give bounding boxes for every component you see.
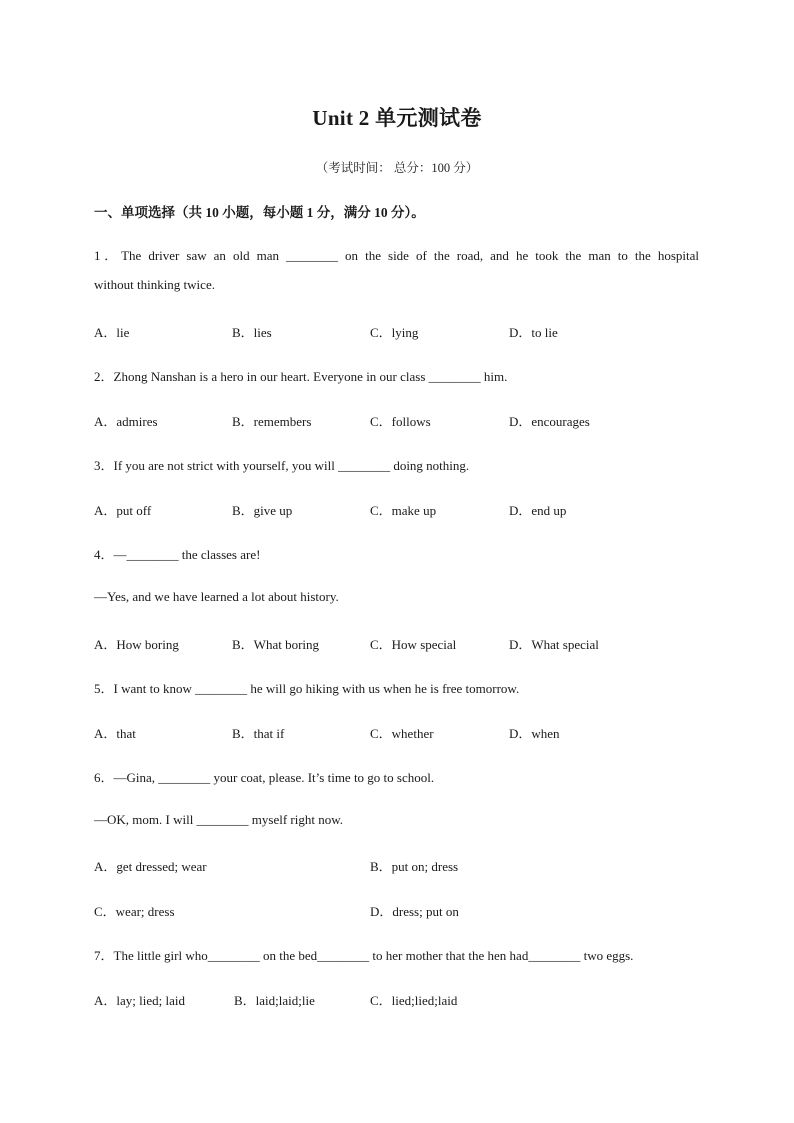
question-4-option-a[interactable]: A．How boring xyxy=(94,637,179,652)
question-3-option-d[interactable]: D．end up xyxy=(509,503,567,518)
question-1-text-line-2: without thinking twice. xyxy=(94,277,215,292)
question-2-option-c[interactable]: C．follows xyxy=(370,414,431,429)
question-4-text-line-2: —Yes, and we have learned a lot about history. xyxy=(94,589,339,604)
section-heading: 一、单项选择（共 10 小题，每小题 1 分，满分 10 分）。 xyxy=(94,205,425,220)
question-3-option-c[interactable]: C．make up xyxy=(370,503,437,518)
question-3-option-a[interactable]: A．put off xyxy=(94,503,152,518)
question-7-option-a[interactable]: A．lay; lied; laid xyxy=(94,993,185,1008)
question-5-option-b[interactable]: B．that if xyxy=(232,726,285,741)
question-2-option-b[interactable]: B．remembers xyxy=(232,414,312,429)
question-1-option-d[interactable]: D．to lie xyxy=(509,325,558,340)
question-5-option-c[interactable]: C．whether xyxy=(370,726,434,741)
question-5-option-d[interactable]: D．when xyxy=(509,726,560,741)
question-2-text: 2．Zhong Nanshan is a hero in our heart. Everyone in our class ________ him. xyxy=(94,369,508,384)
page-title: Unit 2 单元测试卷 xyxy=(312,106,482,130)
question-3-text: 3．If you are not strict with yourself, you will ________ doing nothing. xyxy=(94,458,470,473)
question-6-text-line-1: 6．—Gina, ________ your coat, please. It’s time to go to school. xyxy=(94,770,435,785)
exam-info: （考试时间： 总分：100 分） xyxy=(315,161,479,175)
question-1-option-b[interactable]: B．lies xyxy=(232,325,272,340)
question-6-option-b[interactable]: B．put on; dress xyxy=(370,859,459,874)
question-4-option-b[interactable]: B．What boring xyxy=(232,637,320,652)
question-7-option-b[interactable]: B．laid;laid;lie xyxy=(234,993,315,1008)
question-2-option-d[interactable]: D．encourages xyxy=(509,414,590,429)
question-1-option-a[interactable]: A．lie xyxy=(94,325,130,340)
question-4-option-c[interactable]: C．How special xyxy=(370,637,457,652)
question-5-text: 5．I want to know ________ he will go hiking with us when he is free tomorrow. xyxy=(94,681,520,696)
question-4-text-line-1: 4．—________ the classes are! xyxy=(94,547,261,562)
question-7-option-c[interactable]: C．lied;lied;laid xyxy=(370,993,458,1008)
question-6-option-d[interactable]: D．dress; put on xyxy=(370,904,459,919)
question-2-option-a[interactable]: A．admires xyxy=(94,414,158,429)
question-6-text-line-2: —OK, mom. I will ________ myself right now. xyxy=(94,812,344,827)
question-3-option-b[interactable]: B．give up xyxy=(232,503,293,518)
question-1-text-line-1: 1．The driver saw an old man ________ on the side of the road, and he took the man to the hospital xyxy=(94,248,699,263)
question-4-option-d[interactable]: D．What special xyxy=(509,637,599,652)
question-5-option-a[interactable]: A．that xyxy=(94,726,136,741)
question-7-text: 7．The little girl who________ on the bed________ to her mother that the hen had________ two eggs. xyxy=(94,948,634,963)
question-1-option-c[interactable]: C．lying xyxy=(370,325,419,340)
question-6-option-c[interactable]: C．wear; dress xyxy=(94,904,175,919)
question-6-option-a[interactable]: A．get dressed; wear xyxy=(94,859,207,874)
